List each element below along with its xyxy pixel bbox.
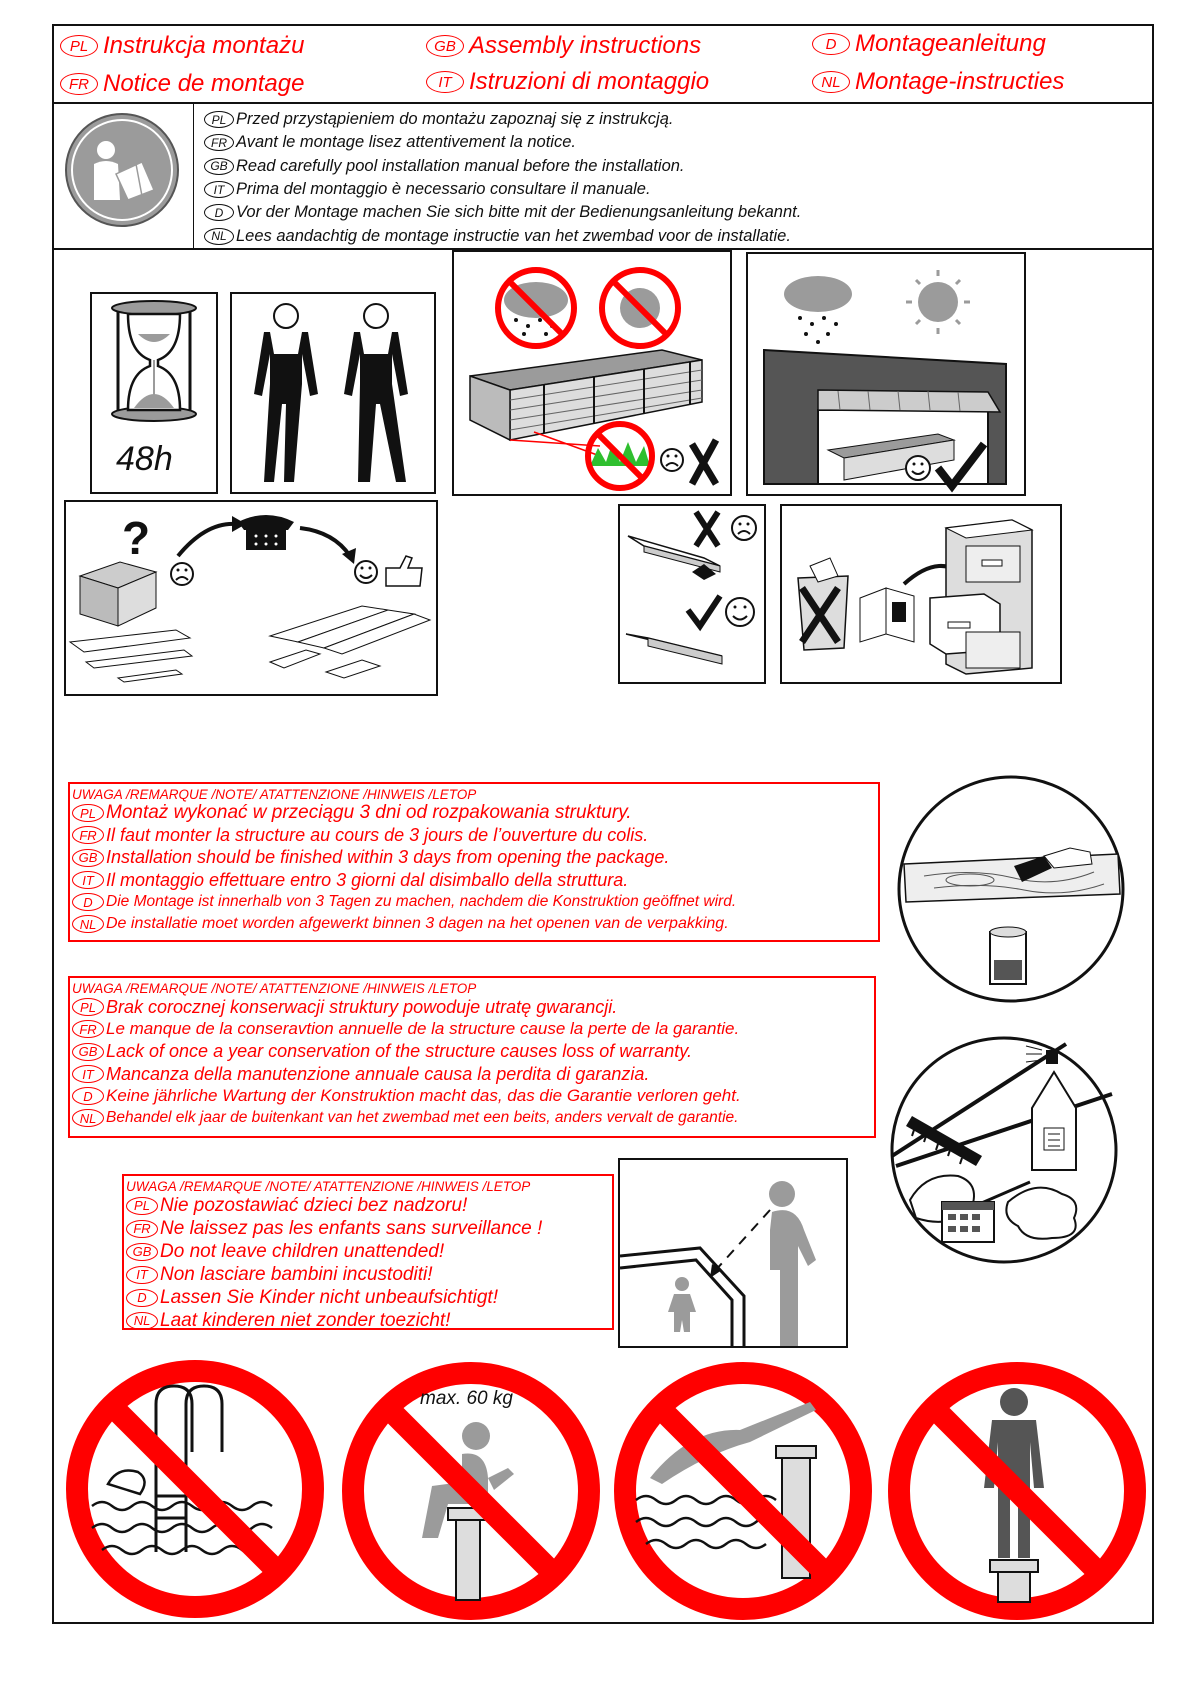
note-line-text: Ne laissez pas les enfants sans surveillance ! <box>160 1217 543 1239</box>
note-line-text: Behandel elk jaar de buitenkant van het zwembad met een beits, anders vervalt de garantie. <box>106 1109 739 1126</box>
note-line-nl <box>70 1107 874 1129</box>
happy-face-icon <box>726 598 754 626</box>
board-handling-illustration <box>620 506 764 682</box>
question-mark-icon: ? <box>122 512 151 564</box>
title-text: Assembly instructions <box>469 32 702 59</box>
lang-badge: FR <box>126 1220 158 1238</box>
read-line-gb <box>204 155 801 178</box>
no-sitting-on-edge-sign <box>338 1358 604 1624</box>
note-line-fr <box>124 1217 612 1240</box>
note-line-gb <box>124 1240 612 1263</box>
read-line-text: Lees aandachtig de montage instructie van het zwembad voor de installatie. <box>236 226 791 245</box>
keep-manual-panel <box>780 504 1062 684</box>
lang-badge: IT <box>426 71 464 93</box>
read-line-pl <box>204 108 801 131</box>
read-manual-lines <box>204 108 801 248</box>
read-line-it <box>204 178 801 201</box>
telephone-icon <box>238 515 294 550</box>
no-sun-sign <box>602 270 678 346</box>
complete-boards-icon <box>270 606 430 678</box>
lang-badge: GB <box>204 158 234 175</box>
read-line-text: Vor der Montage machen Sie sich bitte mit der Bedienungsanleitung bekannt. <box>236 203 802 222</box>
no-diving-sign <box>610 1358 876 1624</box>
read-line-text: Przed przystąpieniem do montażu zapoznaj się z instrukcją. <box>236 110 674 129</box>
sad-face-icon <box>732 516 756 540</box>
happy-face-icon <box>355 561 377 583</box>
pool-cleaning-illustration <box>886 1032 1122 1268</box>
title-nl <box>812 68 1064 96</box>
note-line-text: Die Montage ist innerhalb von 3 Tagen zu machen, nachdem die Konstruktion geöffnet wird. <box>106 893 737 910</box>
note-heading: UWAGA /REMARQUE /NOTE/ ATATTENZIONE /HINWEIS /LETOP <box>72 981 477 996</box>
note-line-gb <box>70 1040 874 1063</box>
note-line-text: Nie pozostawiać dzieci bez nadzoru! <box>160 1194 468 1216</box>
title-it <box>426 68 709 96</box>
note-heading: UWAGA /REMARQUE /NOTE/ ATATTENZIONE /HINWEIS /LETOP <box>72 787 477 802</box>
note-line-d <box>124 1286 612 1309</box>
ph-chart-icon <box>942 1202 994 1242</box>
note-line-text: Keine jährliche Wartung der Konstruktion macht das, das die Garantie verloren geht. <box>106 1086 741 1105</box>
note-3-days <box>68 782 880 942</box>
two-persons-icon <box>232 294 434 492</box>
keep-manual-illustration <box>782 506 1060 682</box>
note-heading: UWAGA /REMARQUE /NOTE/ ATATTENZIONE /HINWEIS /LETOP <box>126 1179 531 1194</box>
title-text: Instrukcja montażu <box>103 32 305 59</box>
arrow-icon <box>178 524 236 556</box>
title-text: Montage-instructies <box>855 68 1065 95</box>
lang-badge: IT <box>204 181 234 198</box>
lang-badge: IT <box>126 1266 158 1284</box>
read-line-text: Prima del montaggio è necessario consultare il manuale. <box>236 180 651 199</box>
boards-pile-icon <box>70 630 192 682</box>
title-pl <box>60 32 304 60</box>
wood-preservative-illustration <box>894 772 1128 1006</box>
storage-outdoor-panel <box>452 250 732 496</box>
cross-mark-icon <box>696 512 718 546</box>
duration-label: 48h <box>116 440 173 478</box>
read-line-text: Read carefully pool installation manual before the installation. <box>236 156 685 175</box>
note-line-text: Lack of once a year conservation of the structure causes loss of warranty. <box>106 1041 692 1061</box>
title-text: Notice de montage <box>103 70 305 97</box>
sad-face-icon <box>171 563 193 585</box>
no-rain-sign <box>498 270 574 346</box>
lang-badge: PL <box>72 998 104 1016</box>
lang-badge: FR <box>72 1020 104 1038</box>
read-manual-icon-cell <box>54 104 194 248</box>
title-fr <box>60 70 304 98</box>
lang-badge: D <box>812 33 850 55</box>
read-line-nl <box>204 224 801 247</box>
cross-mark-icon <box>692 440 716 484</box>
note-line-it <box>70 869 878 891</box>
note-line-text: Brak corocznej konserwacji struktury powoduje utratę gwarancji. <box>106 996 618 1017</box>
note-children-supervision <box>122 1174 614 1330</box>
lang-badge: D <box>126 1289 158 1307</box>
lang-badge: NL <box>204 228 234 245</box>
lang-badge: GB <box>426 35 464 57</box>
child-figure-icon <box>668 1277 696 1332</box>
title-header <box>54 26 1152 104</box>
child-supervision-illustration <box>620 1160 846 1346</box>
note-line-text: Lassen Sie Kinder nicht unbeaufsichtigt! <box>160 1286 498 1308</box>
note-line-text: Le manque de la conseravtion annuelle de la structure cause la perte de la garantie. <box>106 1019 740 1038</box>
lang-badge: GB <box>72 1043 104 1061</box>
note-line-it <box>70 1063 874 1085</box>
paint-can-icon <box>990 927 1026 984</box>
lang-badge: GB <box>72 849 104 867</box>
lang-badge: PL <box>60 35 98 57</box>
manual-book-icon <box>860 588 914 642</box>
note-line-text: Installation should be finished within 3 days from opening the package. <box>106 847 670 867</box>
child-supervision-panel <box>618 1158 848 1348</box>
open-box-icon <box>80 562 156 626</box>
lang-badge: IT <box>72 871 104 889</box>
note-line-text: De installatie moet worden afgewerkt binnen 3 dagen na het openen van de verpakking. <box>106 915 729 932</box>
no-ladder-use-sign <box>62 1356 328 1622</box>
no-standing-on-edge-sign <box>884 1358 1150 1624</box>
note-line-text: Do not leave children unattended! <box>160 1240 445 1262</box>
hourglass-panel <box>90 292 218 494</box>
note-line-text: Il montaggio effettuare entro 3 giorni dal disimballo della struttura. <box>106 869 629 890</box>
note-line-pl <box>124 1194 612 1217</box>
hourglass-icon <box>92 294 216 434</box>
note-line-d <box>70 1085 874 1107</box>
read-line-fr <box>204 131 801 154</box>
lang-badge: IT <box>72 1065 104 1083</box>
lang-badge: NL <box>72 1109 104 1127</box>
lang-badge: D <box>204 204 234 221</box>
adult-figure-icon <box>769 1181 816 1346</box>
title-gb <box>426 32 701 60</box>
person-2 <box>344 304 408 482</box>
read-line-d <box>204 201 801 224</box>
note-line-text: Montaż wykonać w przeciągu 3 dni od rozpakowania struktury. <box>106 802 632 823</box>
lang-badge: PL <box>126 1197 158 1215</box>
note-line-it <box>124 1263 612 1286</box>
note-line-pl <box>70 802 878 824</box>
lang-badge: PL <box>72 804 104 822</box>
lang-badge: NL <box>126 1312 158 1330</box>
arrow-icon <box>300 528 350 556</box>
title-text: Montageanleitung <box>855 30 1046 57</box>
note-line-text: Laat kinderen niet zonder toezicht! <box>160 1309 451 1331</box>
storage-outdoor-illustration <box>454 252 730 494</box>
lang-badge: NL <box>72 915 104 933</box>
missing-parts-panel <box>64 500 438 696</box>
two-persons-panel <box>230 292 436 494</box>
lang-badge: NL <box>812 71 850 93</box>
read-line-text: Avant le montage lisez attentivement la notice. <box>236 133 576 152</box>
note-line-fr <box>70 1018 874 1040</box>
instruction-sheet <box>52 24 1154 1624</box>
lang-badge: GB <box>126 1243 158 1261</box>
read-manual-section <box>54 104 1152 250</box>
storage-garage-panel <box>746 252 1026 496</box>
lang-badge: FR <box>72 826 104 844</box>
line-of-sight <box>714 1210 770 1272</box>
note-line-fr <box>70 824 878 846</box>
rain-cloud-icon <box>784 276 852 344</box>
note-line-text: Non lasciare bambini incustoditi! <box>160 1263 433 1285</box>
note-line-nl <box>70 913 878 935</box>
happy-face-icon <box>906 456 930 480</box>
lang-badge: PL <box>204 111 234 128</box>
lang-badge: D <box>72 893 104 911</box>
title-text: Istruzioni di montaggio <box>469 68 710 95</box>
lang-badge: FR <box>60 73 98 95</box>
sad-face-icon <box>661 449 683 471</box>
post-icon <box>990 1560 1038 1602</box>
note-line-d <box>70 891 878 913</box>
note-line-pl <box>70 996 874 1018</box>
person-1 <box>254 304 318 482</box>
sun-icon <box>906 270 970 334</box>
title-d <box>812 30 1046 58</box>
check-mark-icon <box>688 596 720 626</box>
note-line-text: Il faut monter la structure au cours de 3 jours de l’ouverture du colis. <box>106 824 649 845</box>
thumbs-up-icon <box>386 556 422 586</box>
board-handling-panel <box>618 504 766 684</box>
filing-cabinet-icon <box>930 520 1032 674</box>
max-weight-label: max. 60 kg <box>420 1388 513 1409</box>
storage-garage-illustration <box>748 254 1024 494</box>
note-line-nl <box>124 1309 612 1332</box>
lang-badge: FR <box>204 134 234 151</box>
lang-badge: D <box>72 1087 104 1105</box>
note-line-gb <box>70 846 878 869</box>
read-manual-icon <box>54 104 190 244</box>
note-line-text: Mancanza della manutenzione annuale causa la perdita di garanzia. <box>106 1063 650 1084</box>
note-annual-maintenance <box>68 976 876 1138</box>
missing-parts-illustration <box>66 502 436 694</box>
wood-stack <box>470 350 702 440</box>
